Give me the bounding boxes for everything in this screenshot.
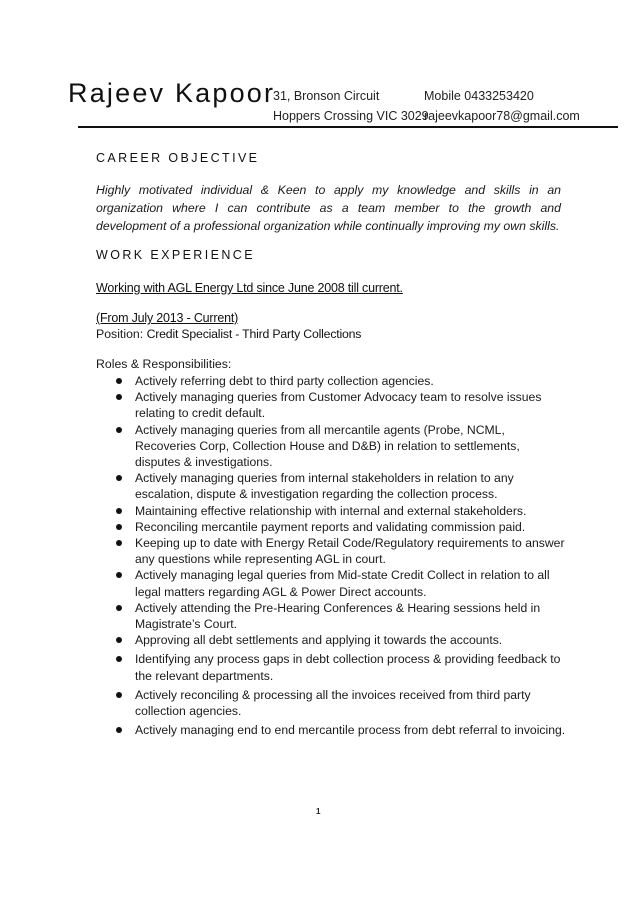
bullet-icon	[116, 637, 122, 643]
list-item	[116, 567, 566, 599]
roles-label: Roles & Responsibilities:	[96, 357, 232, 371]
list-item	[116, 422, 566, 471]
header-divider	[78, 126, 618, 128]
career-objective-text: Highly motivated individual & Keen to apply my knowledge and skills in an organization where I can contribute as a team member to the growth and development of a professional organization while continually improving my own skills.	[96, 183, 561, 233]
list-item-text: Approving all debt settlements and applying it towards the accounts.	[135, 633, 503, 648]
bullet-icon	[116, 540, 122, 546]
mobile-number: Mobile 0433253420	[424, 89, 534, 103]
list-item-text: Actively managing end to end mercantile process from debt referral to invoicing.	[135, 723, 566, 738]
list-item	[116, 600, 566, 632]
email-address: rajeevkapoor78@gmail.com	[424, 109, 580, 123]
list-item	[116, 373, 566, 389]
contact-block	[424, 86, 580, 126]
bullet-icon	[116, 572, 122, 578]
career-objective-heading: CAREER OBJECTIVE	[96, 151, 260, 165]
list-item-text: Actively attending the Pre-Hearing Conferences & Hearing sessions held in Magistrate’s Court.	[135, 600, 541, 632]
list-item	[116, 687, 566, 719]
list-item-text: Actively managing queries from Customer Advocacy team to resolve issues relating to credit default.	[135, 390, 542, 421]
list-item	[116, 503, 566, 519]
address-line-2: Hoppers Crossing VIC 3029	[273, 109, 429, 123]
bullet-icon	[116, 692, 122, 698]
address-line-1: 31, Bronson Circuit	[273, 89, 380, 103]
position-value: Credit Specialist - Third Party Collections	[146, 327, 362, 341]
list-item-text: Actively managing queries from all mercantile agents (Probe, NCML, Recoveries Corp, Collection House and D&B) in relation to settlements, disputes & investigations.	[135, 422, 520, 470]
bullet-icon	[116, 378, 122, 384]
list-item-text: Actively reconciling & processing all the invoices received from third party collection agencies.	[135, 687, 531, 719]
bullet-icon	[116, 508, 122, 514]
list-item	[116, 651, 566, 683]
bullet-icon	[116, 656, 122, 662]
list-item	[116, 470, 566, 502]
bullet-icon	[116, 475, 122, 481]
list-item-text: Keeping up to date with Energy Retail Code/Regulatory requirements to answer any questions while representing AGL in court.	[135, 536, 565, 567]
list-item	[116, 722, 566, 738]
work-experience-heading: WORK EXPERIENCE	[96, 248, 255, 262]
list-item	[116, 389, 566, 421]
employer-line: Working with AGL Energy Ltd since June 2008 till current.	[96, 281, 403, 295]
page-number: 1	[316, 807, 321, 816]
responsibilities-list	[116, 373, 566, 738]
bullet-icon	[116, 605, 122, 611]
list-item-text: Actively managing queries from internal stakeholders in relation to any escalation, dispute & investigation regarding the collection process.	[135, 471, 514, 502]
candidate-name: Rajeev Kapoor	[68, 78, 276, 108]
bullet-icon	[116, 524, 122, 530]
list-item-text: Reconciling mercantile payment reports and validating commission paid.	[135, 519, 526, 534]
bullet-icon	[116, 427, 122, 433]
list-item	[116, 519, 566, 535]
bullet-icon	[116, 394, 122, 400]
position-line	[96, 327, 361, 341]
list-item-text: Actively referring debt to third party collection agencies.	[135, 374, 434, 388]
employment-period: (From July 2013 - Current)	[96, 311, 239, 325]
list-item-text: Actively managing legal queries from Mid-state Credit Collect in relation to all legal matters regarding AGL & Power Direct accounts.	[135, 568, 550, 599]
list-item-text: Identifying any process gaps in debt collection process & providing feedback to the relevant departments.	[135, 652, 561, 683]
address-block	[273, 86, 429, 126]
list-item-text: Maintaining effective relationship with internal and external stakeholders.	[135, 503, 527, 518]
list-item	[116, 535, 566, 567]
bullet-icon	[116, 727, 122, 733]
position-label: Position:	[96, 327, 147, 341]
list-item	[116, 632, 566, 648]
